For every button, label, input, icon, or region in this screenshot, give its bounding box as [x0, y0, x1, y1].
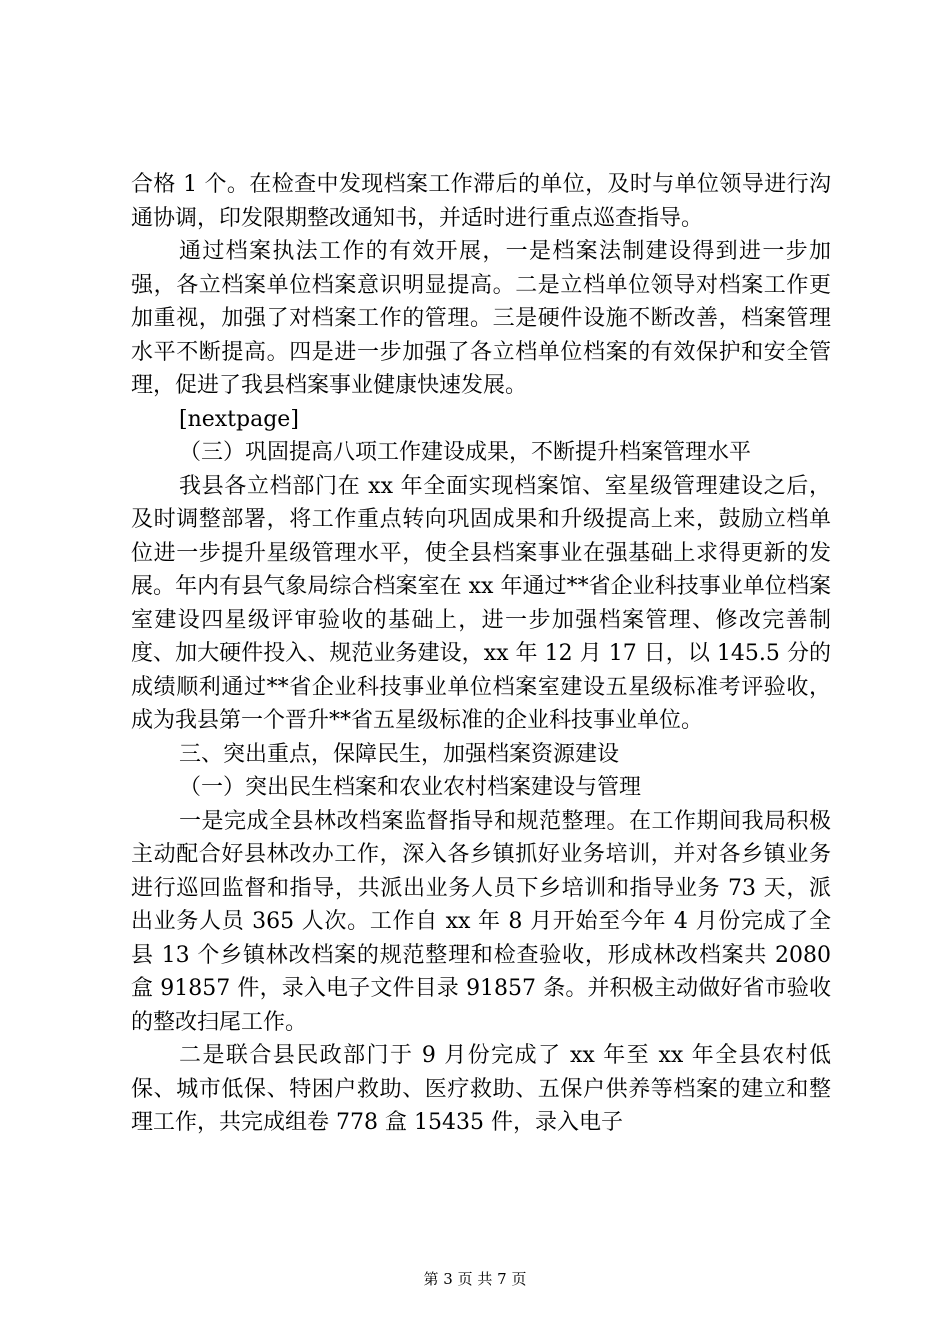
paragraph: 我县各立档部门在 xx 年全面实现档案馆、室星级管理建设之后，及时调整部署，将工作重点转向巩固成果和升级提高上来，鼓励立档单位进一步提升星级管理水平，使全县档案事业在强基础上求得更新的发展。年内有县气象局综合档案室在 xx 年通过**省企业科技事业单位档案室建设四星级评审验收的基础上，进一步加强档案管理、修改完善制度、加大硬件投入、规范业务建设，xx 年 12 月 17 日，以 145.5 分的成绩顺利通过**省企业科技事业单位档案室建设五星级标准考评验收，成为我县第一个晋升**省五星级标准的企业科技事业单位。 — [131, 473, 831, 733]
page-footer: 第 3 页 共 7 页 — [423, 1270, 527, 1288]
section-heading: （三）巩固提高八项工作建设成果，不断提升档案管理水平 — [179, 440, 752, 465]
section-heading: 三、突出重点，保障民生，加强档案资源建设 — [179, 741, 620, 767]
paragraph: 二是联合县民政部门于 9 月份完成了 xx 年至 xx 年全县农村低保、城市低保、特困户救助、医疗救助、五保户供养等档案的建立和整理工作，共完成组卷 778 盒 15435 件，录入电子 — [131, 1043, 831, 1135]
document-body — [131, 168, 831, 1140]
paragraph-continuation: 合格 1 个。在检查中发现档案工作滞后的单位，及时与单位领导进行沟通协调，印发限期整改通知书，并适时进行重点巡查指导。 — [131, 172, 831, 231]
paragraph: 通过档案执法工作的有效开展，一是档案法制建设得到进一步加强，各立档案单位档案意识明显提高。二是立档单位领导对档案工作更加重视，加强了对档案工作的管理。三是硬件设施不断改善，档案管理水平不断提高。四是进一步加强了各立档单位档案的有效保护和安全管理，促进了我县档案事业健康快速发展。 — [131, 239, 831, 398]
section-heading: （一）突出民生档案和农业农村档案建设与管理 — [179, 775, 642, 800]
paragraph: 一是完成全县林改档案监督指导和规范整理。在工作期间我局积极主动配合好县林改办工作，深入各乡镇抓好业务培训，并对各乡镇业务进行巡回监督和指导，共派出业务人员下乡培训和指导业务 73 天，派出业务人员 365 人次。工作自 xx 年 8 月开始至今年 4 月份完成了全县 13 个乡镇林改档案的规范整理和检查验收，形成林改档案共 2080 盒 91857 件，录入电子文件目录 91857 条。并积极主动做好省市验收的整改扫尾工作。 — [131, 808, 831, 1035]
nextpage-marker: [nextpage] — [179, 406, 299, 432]
